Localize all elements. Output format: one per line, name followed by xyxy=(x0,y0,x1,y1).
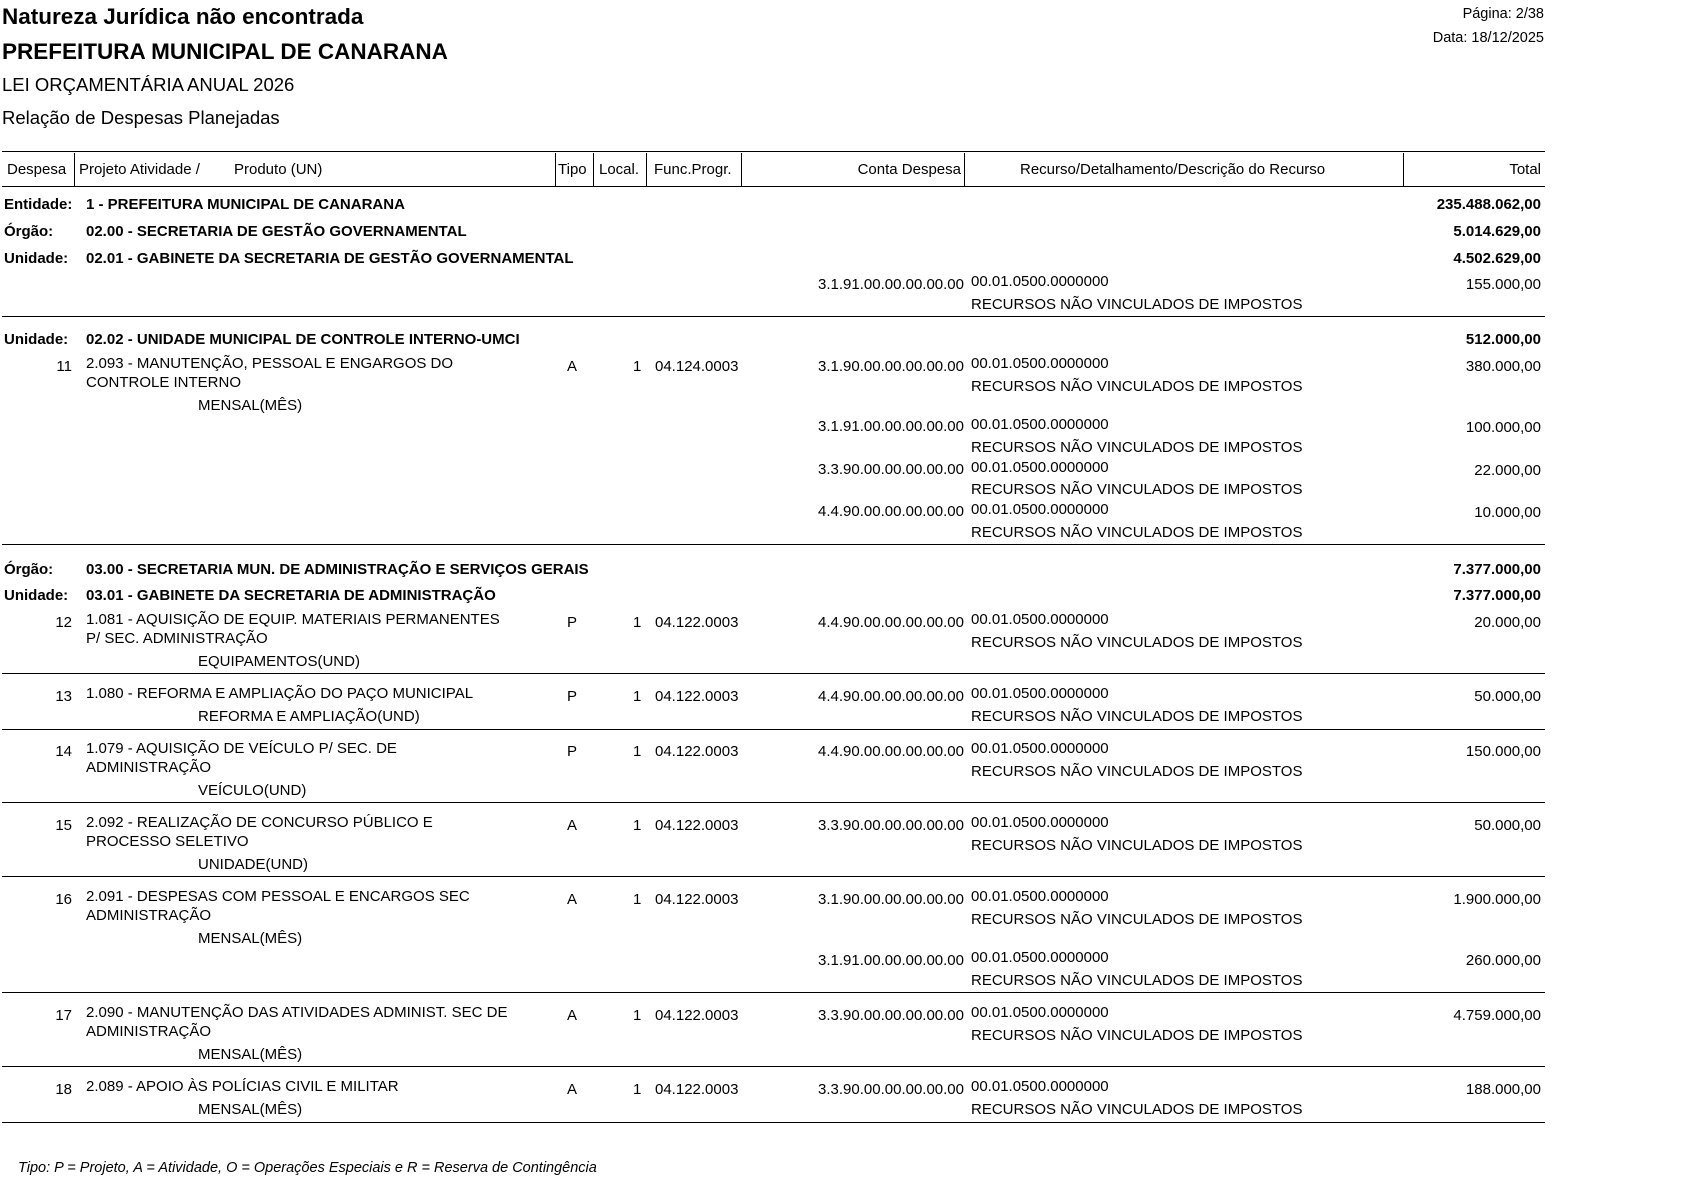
recurso-desc: RECURSOS NÃO VINCULADOS DE IMPOSTOS xyxy=(971,763,1303,780)
summary-total: 5.014.629,00 xyxy=(1453,223,1541,240)
produto-un: MENSAL(MÊS) xyxy=(198,930,303,947)
recurso-desc: RECURSOS NÃO VINCULADOS DE IMPOSTOS xyxy=(971,972,1303,989)
prefeitura-name: PREFEITURA MUNICIPAL DE CANARANA xyxy=(2,39,448,64)
despesa-number: 17 xyxy=(55,1007,72,1024)
summary-label: Entidade: xyxy=(4,196,73,213)
conta-despesa: 4.4.90.00.00.00.00.00 xyxy=(818,503,964,520)
tipo-legend: Tipo: P = Projeto, A = Atividade, O = Operações Especiais e R = Reserva de Contingência xyxy=(18,1160,597,1176)
conta-despesa: 3.1.91.00.00.00.00.00 xyxy=(818,952,964,969)
summary-label: Órgão: xyxy=(4,223,54,240)
func-progr: 04.122.0003 xyxy=(655,614,739,631)
summary-label: Unidade: xyxy=(4,331,69,348)
projeto-atividade-cont: P/ SEC. ADMINISTRAÇÃO xyxy=(86,630,268,647)
tipo: A xyxy=(567,891,578,908)
produto-un: REFORMA E AMPLIAÇÃO(UND) xyxy=(198,708,420,725)
recurso-code: 00.01.0500.0000000 xyxy=(971,416,1109,433)
col-header-tipo: Tipo xyxy=(558,161,587,178)
despesa-number: 11 xyxy=(56,358,72,375)
produto-un: UNIDADE(UND) xyxy=(198,856,308,873)
account-total: 22.000,00 xyxy=(1474,462,1541,479)
account-total: 1.900.000,00 xyxy=(1453,891,1541,908)
summary-orgao: 03.00 - SECRETARIA MUN. DE ADMINISTRAÇÃO E SERVIÇOS GERAIS xyxy=(86,561,589,578)
func-progr: 04.122.0003 xyxy=(655,743,739,760)
recurso-desc: RECURSOS NÃO VINCULADOS DE IMPOSTOS xyxy=(971,524,1303,541)
recurso-code: 00.01.0500.0000000 xyxy=(971,1078,1109,1095)
col-divider xyxy=(1403,153,1404,186)
col-header-projeto: Projeto Atividade / xyxy=(79,161,200,178)
account-total: 50.000,00 xyxy=(1474,817,1541,834)
row-divider xyxy=(2,1122,1545,1123)
recurso-desc: RECURSOS NÃO VINCULADOS DE IMPOSTOS xyxy=(971,1027,1303,1044)
account-total: 10.000,00 xyxy=(1474,504,1541,521)
produto-un: EQUIPAMENTOS(UND) xyxy=(198,653,360,670)
recurso-desc: RECURSOS NÃO VINCULADOS DE IMPOSTOS xyxy=(971,911,1303,928)
row-divider xyxy=(2,1066,1545,1067)
page-number: Página: 2/38 xyxy=(1462,6,1544,22)
col-header-total: Total xyxy=(1509,161,1541,178)
account-total: 380.000,00 xyxy=(1465,358,1541,375)
header-top-rule xyxy=(2,151,1545,152)
recurso-desc: RECURSOS NÃO VINCULADOS DE IMPOSTOS xyxy=(971,439,1303,456)
col-header-despesa: Despesa xyxy=(7,161,67,178)
account-total: 155.000,00 xyxy=(1465,276,1541,293)
func-progr: 04.124.0003 xyxy=(655,358,739,375)
recurso-desc: RECURSOS NÃO VINCULADOS DE IMPOSTOS xyxy=(971,296,1303,313)
recurso-code: 00.01.0500.0000000 xyxy=(971,459,1109,476)
recurso-code: 00.01.0500.0000000 xyxy=(971,888,1109,905)
account-total: 260.000,00 xyxy=(1465,952,1541,969)
tipo: A xyxy=(567,1007,578,1024)
conta-despesa: 3.3.90.00.00.00.00.00 xyxy=(818,1081,964,1098)
conta-despesa: 4.4.90.00.00.00.00.00 xyxy=(818,614,964,631)
tipo: A xyxy=(567,358,578,375)
projeto-atividade: 2.089 - APOIO ÀS POLÍCIAS CIVIL E MILITAR xyxy=(86,1078,399,1095)
col-header-produto: Produto (UN) xyxy=(234,161,323,178)
col-divider xyxy=(964,153,965,186)
recurso-code: 00.01.0500.0000000 xyxy=(971,501,1109,518)
local: 1 xyxy=(633,1007,642,1024)
law-title: LEI ORÇAMENTÁRIA ANUAL 2026 xyxy=(2,74,295,95)
col-divider xyxy=(593,153,594,186)
summary-total: 4.502.629,00 xyxy=(1453,250,1541,267)
tipo: P xyxy=(567,614,578,631)
recurso-code: 00.01.0500.0000000 xyxy=(971,611,1109,628)
projeto-atividade: 1.079 - AQUISIÇÃO DE VEÍCULO P/ SEC. DE xyxy=(86,740,397,757)
summary-total: 235.488.062,00 xyxy=(1436,196,1541,213)
account-total: 4.759.000,00 xyxy=(1453,1007,1541,1024)
projeto-atividade-cont: ADMINISTRAÇÃO xyxy=(86,759,212,776)
account-total: 188.000,00 xyxy=(1465,1081,1541,1098)
projeto-atividade: 2.092 - REALIZAÇÃO DE CONCURSO PÚBLICO E xyxy=(86,814,433,831)
conta-despesa: 4.4.90.00.00.00.00.00 xyxy=(818,743,964,760)
projeto-atividade: 2.090 - MANUTENÇÃO DAS ATIVIDADES ADMINIST. SEC DE xyxy=(86,1004,508,1021)
recurso-code: 00.01.0500.0000000 xyxy=(971,740,1109,757)
tipo: A xyxy=(567,1081,578,1098)
col-divider xyxy=(74,153,75,186)
recurso-code: 00.01.0500.0000000 xyxy=(971,1004,1109,1021)
summary-entidade: 1 - PREFEITURA MUNICIPAL DE CANARANA xyxy=(86,196,405,213)
conta-despesa: 3.1.91.00.00.00.00.00 xyxy=(818,276,964,293)
local: 1 xyxy=(633,614,642,631)
conta-despesa: 4.4.90.00.00.00.00.00 xyxy=(818,688,964,705)
local: 1 xyxy=(633,1081,642,1098)
local: 1 xyxy=(633,817,642,834)
summary-label: Unidade: xyxy=(4,587,69,604)
projeto-atividade-cont: ADMINISTRAÇÃO xyxy=(86,1023,212,1040)
tipo: P xyxy=(567,743,578,760)
account-total: 50.000,00 xyxy=(1474,688,1541,705)
header-bottom-rule xyxy=(2,186,1545,187)
conta-despesa: 3.3.90.00.00.00.00.00 xyxy=(818,817,964,834)
report-date: Data: 18/12/2025 xyxy=(1432,30,1544,46)
func-progr: 04.122.0003 xyxy=(655,1007,739,1024)
summary-total: 7.377.000,00 xyxy=(1453,587,1541,604)
local: 1 xyxy=(633,358,642,375)
local: 1 xyxy=(633,891,642,908)
produto-un: MENSAL(MÊS) xyxy=(198,1101,303,1118)
recurso-desc: RECURSOS NÃO VINCULADOS DE IMPOSTOS xyxy=(971,378,1303,395)
summary-total: 7.377.000,00 xyxy=(1453,561,1541,578)
local: 1 xyxy=(633,688,642,705)
recurso-code: 00.01.0500.0000000 xyxy=(971,685,1109,702)
recurso-desc: RECURSOS NÃO VINCULADOS DE IMPOSTOS xyxy=(971,1101,1303,1118)
tipo: A xyxy=(567,817,578,834)
row-divider xyxy=(2,316,1545,317)
recurso-code: 00.01.0500.0000000 xyxy=(971,355,1109,372)
col-divider xyxy=(555,153,556,186)
summary-total: 512.000,00 xyxy=(1465,331,1541,348)
account-total: 20.000,00 xyxy=(1474,614,1541,631)
col-divider xyxy=(741,153,742,186)
row-divider xyxy=(2,992,1545,993)
func-progr: 04.122.0003 xyxy=(655,891,739,908)
recurso-code: 00.01.0500.0000000 xyxy=(971,814,1109,831)
projeto-atividade: 1.080 - REFORMA E AMPLIAÇÃO DO PAÇO MUNICIPAL xyxy=(86,685,474,702)
func-progr: 04.122.0003 xyxy=(655,1081,739,1098)
recurso-desc: RECURSOS NÃO VINCULADOS DE IMPOSTOS xyxy=(971,708,1303,725)
recurso-desc: RECURSOS NÃO VINCULADOS DE IMPOSTOS xyxy=(971,837,1303,854)
col-header-recurso: Recurso/Detalhamento/Descrição do Recurso xyxy=(1020,161,1326,178)
row-divider xyxy=(2,876,1545,877)
despesa-number: 14 xyxy=(55,743,72,760)
projeto-atividade: 2.091 - DESPESAS COM PESSOAL E ENCARGOS SEC xyxy=(86,888,470,905)
col-header-conta: Conta Despesa xyxy=(857,161,961,178)
summary-unidade: 02.02 - UNIDADE MUNICIPAL DE CONTROLE INTERNO-UMCI xyxy=(86,331,520,348)
produto-un: VEÍCULO(UND) xyxy=(198,782,307,799)
func-progr: 04.122.0003 xyxy=(655,688,739,705)
summary-unidade: 03.01 - GABINETE DA SECRETARIA DE ADMINISTRAÇÃO xyxy=(86,587,496,604)
col-divider xyxy=(646,153,647,186)
summary-label: Órgão: xyxy=(4,561,54,578)
conta-despesa: 3.3.90.00.00.00.00.00 xyxy=(818,461,964,478)
projeto-atividade-cont: CONTROLE INTERNO xyxy=(86,374,242,391)
projeto-atividade-cont: ADMINISTRAÇÃO xyxy=(86,907,212,924)
recurso-desc: RECURSOS NÃO VINCULADOS DE IMPOSTOS xyxy=(971,481,1303,498)
projeto-atividade: 2.093 - MANUTENÇÃO, PESSOAL E ENGARGOS DO xyxy=(86,355,454,372)
projeto-atividade-cont: PROCESSO SELETIVO xyxy=(86,833,249,850)
conta-despesa: 3.3.90.00.00.00.00.00 xyxy=(818,1007,964,1024)
recurso-desc: RECURSOS NÃO VINCULADOS DE IMPOSTOS xyxy=(971,634,1303,651)
summary-orgao: 02.00 - SECRETARIA DE GESTÃO GOVERNAMENTAL xyxy=(86,223,467,240)
col-header-func: Func.Progr. xyxy=(654,161,732,178)
tipo: P xyxy=(567,688,578,705)
row-divider xyxy=(2,729,1545,730)
report-title: Natureza Jurídica não encontrada xyxy=(2,4,364,29)
despesa-number: 16 xyxy=(55,891,72,908)
local: 1 xyxy=(633,743,642,760)
account-total: 100.000,00 xyxy=(1465,419,1541,436)
summary-label: Unidade: xyxy=(4,250,69,267)
despesa-number: 13 xyxy=(55,688,72,705)
conta-despesa: 3.1.91.00.00.00.00.00 xyxy=(818,418,964,435)
summary-unidade: 02.01 - GABINETE DA SECRETARIA DE GESTÃO GOVERNAMENTAL xyxy=(86,250,574,267)
func-progr: 04.122.0003 xyxy=(655,817,739,834)
despesa-number: 15 xyxy=(55,817,72,834)
conta-despesa: 3.1.90.00.00.00.00.00 xyxy=(818,891,964,908)
produto-un: MENSAL(MÊS) xyxy=(198,1046,303,1063)
despesa-number: 18 xyxy=(55,1081,72,1098)
conta-despesa: 3.1.90.00.00.00.00.00 xyxy=(818,358,964,375)
row-divider xyxy=(2,802,1545,803)
recurso-code: 00.01.0500.0000000 xyxy=(971,949,1109,966)
produto-un: MENSAL(MÊS) xyxy=(198,397,303,414)
row-divider xyxy=(2,544,1545,545)
report-subtitle: Relação de Despesas Planejadas xyxy=(2,107,280,128)
recurso-code: 00.01.0500.0000000 xyxy=(971,273,1109,290)
row-divider xyxy=(2,673,1545,674)
despesa-number: 12 xyxy=(55,614,72,631)
col-header-local: Local. xyxy=(599,161,640,178)
account-total: 150.000,00 xyxy=(1465,743,1541,760)
projeto-atividade: 1.081 - AQUISIÇÃO DE EQUIP. MATERIAIS PERMANENTES xyxy=(86,611,500,628)
